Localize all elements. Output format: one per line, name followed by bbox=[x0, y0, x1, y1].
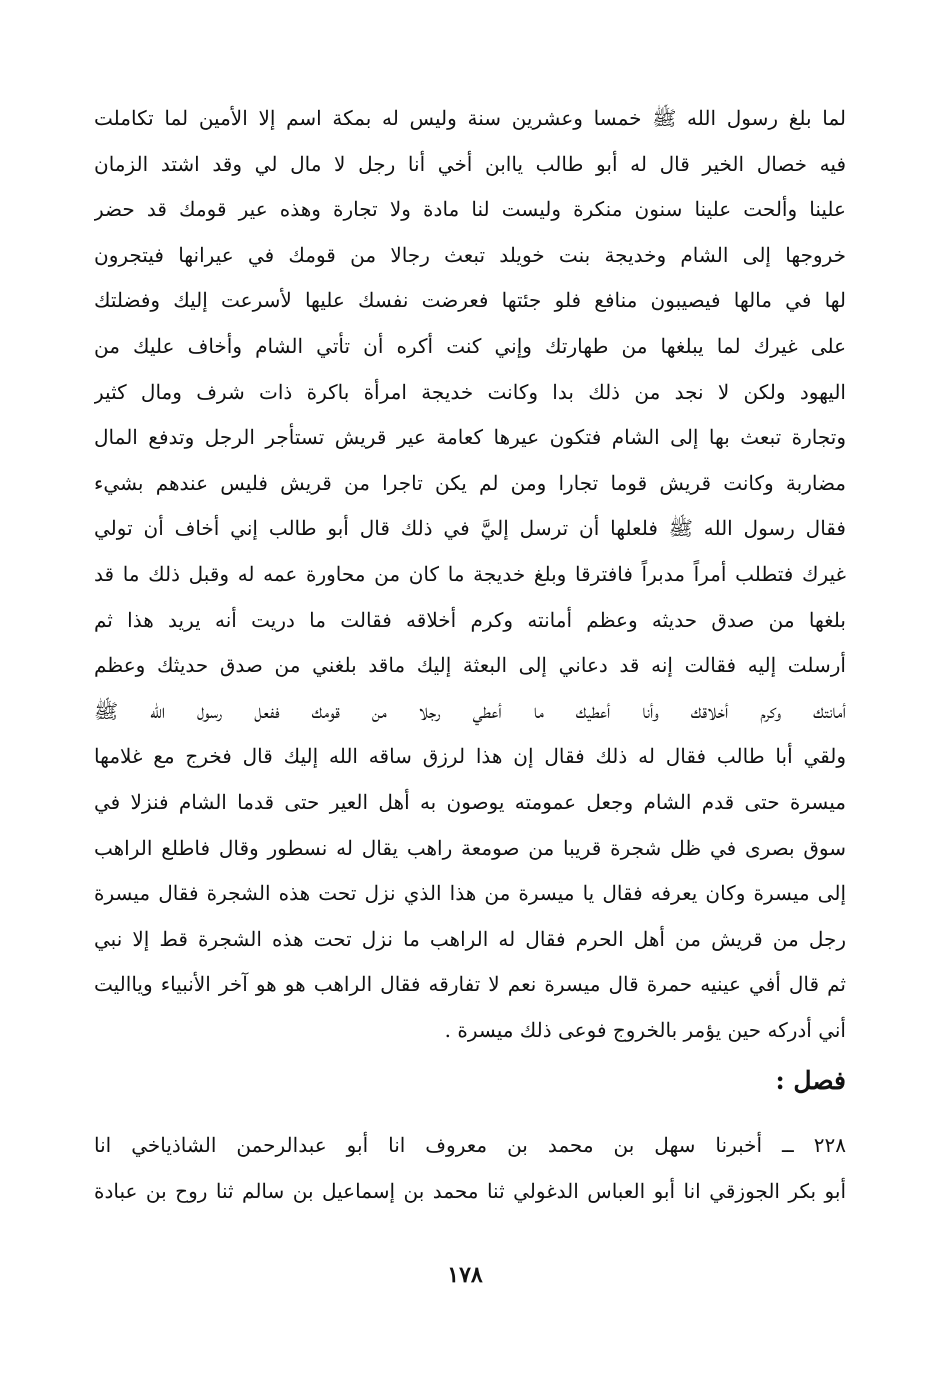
text-line: إلى ميسرة وكان يعرفه فقال يا ميسرة من هذا الذي نزل تحت هذه الشجرة فقال ميسرة bbox=[94, 881, 846, 906]
text-line: مضاربة وكانت قريش قوما تجارا ومن لم يكن تاجرا من قريش فليس عندهم بشيء bbox=[94, 470, 846, 495]
text-line: اليهود ولكن لا نجد من ذلك بدا وكانت خديجة امرأة باكرة ذات شرف ومال كثير bbox=[94, 379, 846, 404]
text-line: ثم قال أفي عينيه حمرة قال ميسرة نعم لا تفارقه فقال الراهب هو هو آخر الأنبياء ويااليت bbox=[94, 972, 846, 997]
hadith-line: أبو بكر الجوزقي انا أبو العباس الدغولي ثنا محمد بن إسماعيل بن سالم ثنا روح بن عبادة bbox=[94, 1179, 846, 1203]
section-heading: فصل : bbox=[775, 1066, 846, 1095]
text-line: أرسلت إليه فقالت إنه قد دعاني إلى البعثة إليك ماقد بلغني من صدق حديثك وعظم bbox=[94, 653, 846, 678]
hadith-text bbox=[94, 1122, 846, 1214]
text-line: علينا وألحت علينا سنون منكرة وليست لنا مادة ولا تجارة وهذه عير قومك قد حضر bbox=[94, 197, 846, 222]
text-line: بلغها من صدق حديثه وعظم أمانته وكرم أخلاقه فقالت ما دريت أنه يريد هذا ثم bbox=[94, 607, 846, 632]
text-line: لها في مالها فيصيبون منافع فلو جئتها فعرضت نفسك عليها لأسرعت إليك وفضلتك bbox=[94, 288, 846, 313]
text-line: فقال رسول الله ﷺ فلعلها أن ترسل إليَّ في ذلك قال أبو طالب إني أخاف أن تولي bbox=[94, 516, 846, 541]
body-text bbox=[94, 96, 846, 1053]
hadith-line: ٢٢٨ ــ أخبرنا سهل بن محمد بن معروف انا أبو عبدالرحمن الشاذياخي انا bbox=[94, 1133, 846, 1157]
text-line: أني أدركه حين يؤمر بالخروج فوعى ذلك ميسرة . bbox=[444, 1017, 846, 1042]
text-line: فيه خصال الخير قال له أبو طالب ياابن أخي أنا رجل لا مال لي وقد اشتد الزمان bbox=[94, 151, 846, 176]
text-line: لما بلغ رسول الله ﷺ خمسا وعشرين سنة وليس له بمكة اسم إلا الأمين لما تكاملت bbox=[94, 106, 846, 130]
text-line: رجل من قريش من أهل الحرم فقال له الراهب ما نزل تحت هذه الشجرة قط إلا نبي bbox=[94, 926, 846, 951]
text-line: خروجها إلى الشام وخديجة بنت خويلد تبعث رجالا من قومك في عيرانها فيتجرون bbox=[94, 242, 846, 267]
page-number: ١٧٨ bbox=[447, 1262, 483, 1288]
text-line: وتجارة تبعث بها إلى الشام فتكون عيرها كعامة عير قريش تستأجر الرجل وتدفع المال bbox=[94, 425, 846, 450]
text-line: أمانتك وكرم أخلاقك وأنا أعطيك ما أعطي رجلا من قومك ففعل رسول الله ﷺ bbox=[94, 698, 846, 723]
text-line: ولقي أبا طالب فقال له ذلك فقال إن هذا لرزق ساقه الله إليك قال فخرج مع غلامها bbox=[94, 744, 846, 769]
text-line: غيرك فتطلب أمراً مدبراً فافترقا وبلغ خديجة ما كان من محاورة عمه له وقبل ذلك ما قد bbox=[94, 561, 846, 586]
text-line: سوق بصرى في ظل شجرة قريبا من صومعة راهب يقال له نسطور وقال فاطلع الراهب bbox=[94, 835, 846, 860]
text-line: ميسرة حتى قدم الشام وجعل عمومته يوصون به أهل العير حتى قدما الشام فنزلا في bbox=[94, 789, 846, 814]
text-line: على غيرك لما يبلغها من طهارتك وإني كنت أكره أن تأتي الشام وأخاف عليك من bbox=[94, 333, 846, 358]
